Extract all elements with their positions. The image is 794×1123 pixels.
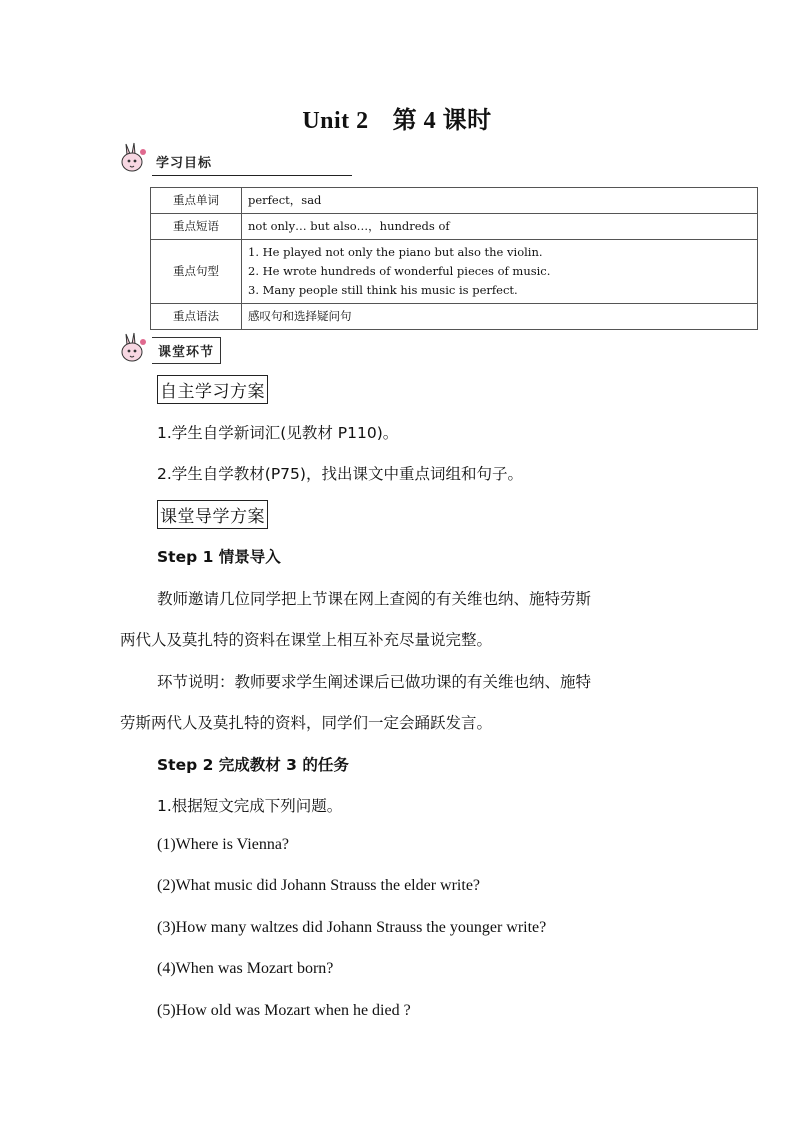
question-item: (2)What music did Johann Strauss the elder write? [157, 877, 481, 894]
goal-key: 重点短语 [151, 214, 242, 240]
unit-label: Unit 2 [302, 108, 369, 134]
goal-key: 重点单词 [151, 188, 242, 214]
goals-table [150, 187, 758, 330]
step1-note: 劳斯两代人及莫扎特的资料，同学们一定会踊跃发言。 [120, 714, 493, 732]
goal-key: 重点语法 [151, 304, 242, 330]
question-item: (3)How many waltzes did Johann Strauss the younger write? [157, 919, 547, 936]
lesson-label: 第 4 课时 [392, 108, 492, 134]
step1-heading: Step 1 情景导入 [157, 548, 281, 566]
step2-instruction: 1.根据短文完成下列问题。 [157, 797, 343, 815]
sentence-line: 2. He wrote hundreds of wonderful pieces of music. [248, 264, 551, 278]
table-row [151, 240, 758, 304]
page-title [0, 100, 794, 135]
step1-paragraph: 教师邀请几位同学把上节课在网上查阅的有关维也纳、施特劳斯 [157, 590, 592, 608]
sentence-line: 1. He played not only the piano but also the violin. [248, 245, 543, 259]
self-study-item: 2.学生自学教材(P75)，找出课文中重点词组和句子。 [157, 465, 523, 483]
bunny-mascot-icon [118, 330, 152, 364]
self-study-heading: 自主学习方案 [157, 375, 268, 404]
class-section-badge [118, 330, 221, 364]
question-item: (1)Where is Vienna? [157, 836, 290, 853]
guide-heading: 课堂导学方案 [157, 500, 268, 529]
step1-note: 环节说明：教师要求学生阐述课后已做功课的有关维也纳、施特 [157, 673, 592, 691]
sentence-line: 3. Many people still think his music is perfect. [248, 283, 518, 297]
table-row [151, 188, 758, 214]
goal-key: 重点句型 [151, 240, 242, 304]
learning-goals-badge [118, 140, 218, 174]
goal-value: 感叹句和选择疑问句 [242, 304, 758, 330]
step2-heading: Step 2 完成教材 3 的任务 [157, 756, 349, 774]
class-section-label: 课堂环节 [152, 337, 221, 364]
goal-value: not only… but also…，hundreds of [242, 214, 758, 240]
learning-goals-label: 学习目标 [152, 151, 218, 174]
self-study-item: 1.学生自学新词汇(见教材 P110)。 [157, 424, 399, 442]
goal-value: perfect，sad [242, 188, 758, 214]
question-item: (4)When was Mozart born? [157, 960, 334, 977]
goal-value [242, 240, 758, 304]
step1-paragraph: 两代人及莫扎特的资料在课堂上相互补充尽量说完整。 [120, 631, 493, 649]
question-item: (5)How old was Mozart when he died ? [157, 1002, 411, 1019]
bunny-mascot-icon [118, 140, 152, 174]
table-row [151, 214, 758, 240]
table-row [151, 304, 758, 330]
